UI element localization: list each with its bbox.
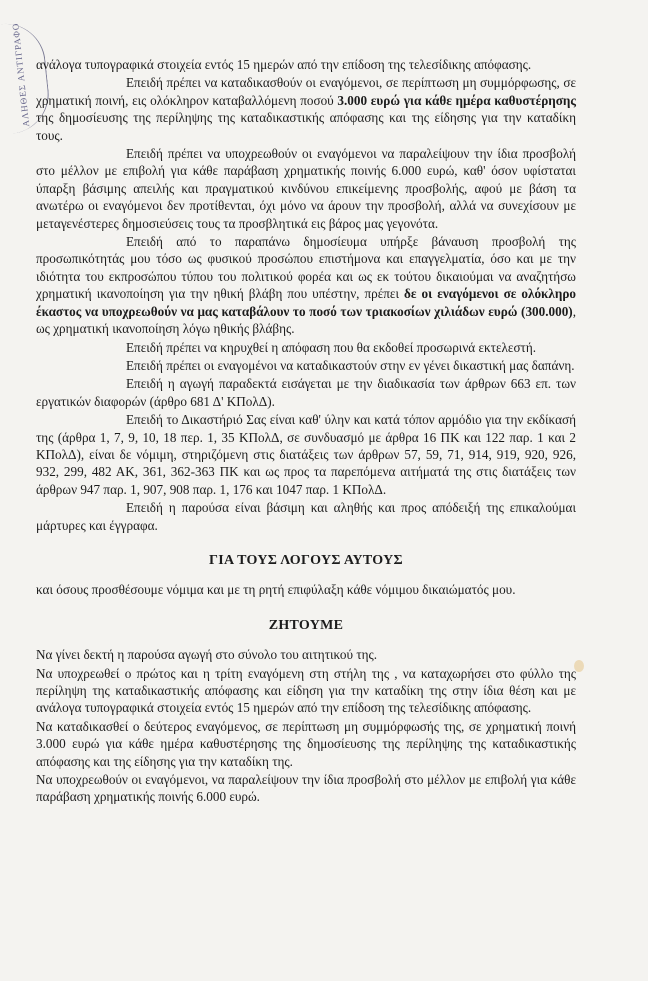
paragraph: Επειδή πρέπει οι εναγομένοι να καταδικαστούν στην εν γένει δικαστική μας δαπάνη. — [126, 357, 575, 373]
request-item: Να υποχρεωθεί ο πρώτος και η τρίτη εναγόμενη στη στήλη της , να καταχωρήσει στο φύλλο της περίληψη της καταδικαστικής απόφασης και είδηση για την καταδίκη της στην ίδια θέση και με ανάλογα τυπογραφικά στοιχεία εντός 15 ημερών από την επίδοση της τελεσίδικης απόφασης. — [36, 665, 576, 716]
paragraph: Επειδή πρέπει να υποχρεωθούν οι εναγόμενοι να παραλείψουν την ίδια προσβολή στο μέλλον με επιβολή για κάθε παράβαση χρηματικής ποινής 6.000 ευρώ, καθ' όσον υφίσταται ύπαρξη βάσιμης απειλής και πραγματικού κινδύνου επικείμενης προσβολής, αφού με βάση τα ανωτέρω οι εναγόμενοι δεν προτίθενται, όχι μόνο να άρουν την προσβολή, αλλά να συνεχίσουν με μεταγενέστερες δημοσιεύσεις τους τα προσβλητικά εις βάρος μας γεγονότα. — [36, 146, 576, 231]
heading-requests: ΖΗΤΟΥΜΕ — [268, 617, 344, 633]
request-item: Να γίνει δεκτή η παρούσα αγωγή στο σύνολο του αιτητικού της. — [36, 647, 378, 663]
bold-amount: 3.000 ευρώ για κάθε ημέρα καθυστέρησης — [337, 92, 576, 108]
document-body — [36, 56, 576, 807]
paragraph: Επειδή το Δικαστήριό Σας είναι καθ' ύλην και κατά τόπον αρμόδιο για την εκδίκασή της (άρθρα 1, 7, 9, 10, 18 περ. 1, 35 ΚΠολΔ, σε συνδυασμό με άρθρα 16 ΠΚ και 122 παρ. 1 και 2 ΚΠολΔ), είναι δε νόμιμη, στηριζόμενη στις διατάξεις των άρθρων 57, 59, 71, 914, 919, 920, 926, 932, 299, 482 ΑΚ, 361, 362-363 ΠΚ και ως προς τα παρεπόμενα αιτήματά της στις διατάξεις των άρθρων 947 παρ. 1, 907, 908 παρ. 1, 176 και 1047 παρ. 1 ΚΠολΔ. — [36, 412, 576, 497]
paragraph: ανάλογα τυπογραφικά στοιχεία εντός 15 ημερών από την επίδοση της τελεσίδικης απόφασης. — [36, 57, 532, 72]
stamp-text: ΑΛΗΘΕΣ ΑΝΤΙΓΡΑΦΟ — [10, 22, 32, 128]
reasons-text: και όσους προσθέσουμε νόμιμα και με τη ρητή επιφύλαξη κάθε νόμιμου δικαιώματός μου. — [36, 582, 516, 598]
request-item: Να υποχρεωθούν οι εναγόμενοι, να παραλείψουν την ίδια προσβολή στο μέλλον με επιβολή για κάθε παράβαση χρηματικής ποινής 6.000 ευρώ. — [36, 772, 576, 805]
paragraph: Επειδή από το παραπάνω δημοσίευμα υπήρξε βάναυση προσβολή της προσωπικότητάς μου τόσο ως φυσικού προσώπου επιστήμονα και επαγγελματία, όσο και με την ιδιότητα του εκπροσώπου τύπου του πολιτικού φορέα και ως εκ τούτου δικαιούμαι να αναζητήσω χρηματική ικανοποίηση για την ηθική βλάβη που υπέστην, πρέπει δε οι εναγόμενοι σε ολόκληρο έκαστος να υποχρεωθούν να μας καταβάλουν το ποσό των τριακοσίων χιλιάδων ευρώ (300.000), ως χρηματική ικανοποίηση λόγω ηθικής βλάβης. — [36, 234, 576, 337]
paragraph: Επειδή η παρούσα είναι βάσιμη και αληθής και προς απόδειξή της επικαλούμαι μάρτυρες και έγγραφα. — [36, 500, 576, 533]
heading-reasons: ΓΙΑ ΤΟΥΣ ΛΟΓΟΥΣ ΑΥΤΟΥΣ — [209, 552, 403, 568]
paragraph: Επειδή πρέπει να κηρυχθεί η απόφαση που θα εκδοθεί προσωρινά εκτελεστή. — [126, 339, 537, 355]
bold-amount: δε οι εναγόμενοι σε ολόκληρο έκαστος να υποχρεωθούν να μας καταβάλουν το ποσό των τριακοσίων χιλιάδων ευρώ (300.000) — [36, 286, 576, 319]
paragraph: Επειδή πρέπει να καταδικασθούν οι εναγόμενοι, σε περίπτωση μη συμμόρφωσης, σε χρηματική ποινή, εις ολόκληρον καταβαλλόμενη ποσού 3.000 ευρώ για κάθε ημέρα καθυστέρησης της δημοσίευσης της περίληψης της καταδικαστικής απόφασης και της είδησης για την καταδίκη τους. — [36, 75, 576, 143]
paragraph: Επειδή η αγωγή παραδεκτά εισάγεται με την διαδικασία των άρθρων 663 επ. των εργατικών διαφορών (άρθρο 681 Δ' ΚΠολΔ). — [36, 376, 576, 409]
request-item: Να καταδικασθεί ο δεύτερος εναγόμενος, σε περίπτωση μη συμμόρφωσής της, σε χρηματική ποινή 3.000 ευρώ για κάθε ημέρα καθυστέρησης της δημοσίευσης της περίληψης της καταδικαστικής απόφασης και της είδησης για την καταδίκη της. — [36, 718, 576, 769]
